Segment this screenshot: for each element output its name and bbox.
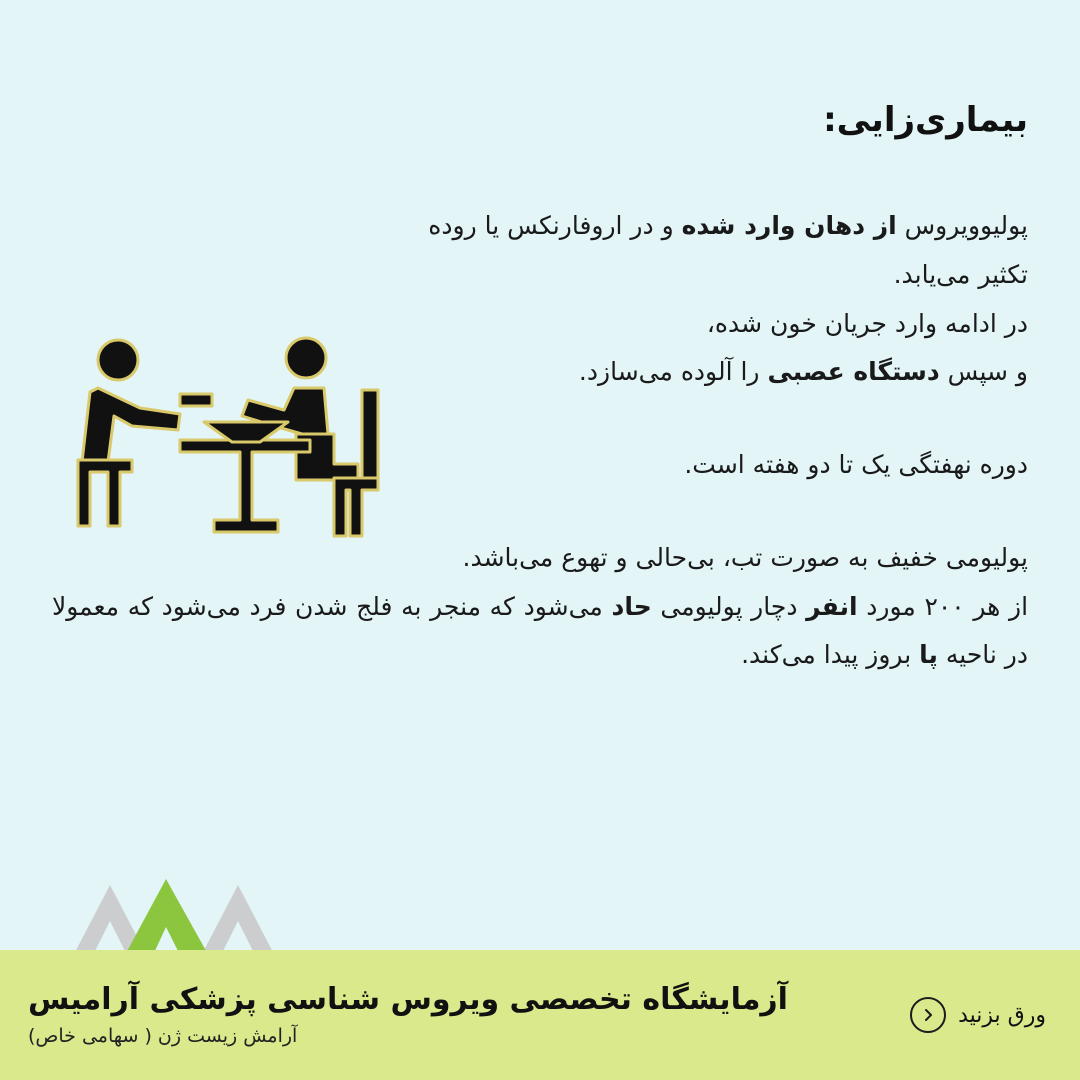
paragraph-1: [408, 202, 1028, 300]
next-page-label: ورق بزنید: [958, 1002, 1046, 1028]
paragraph-2: [408, 300, 1028, 349]
emphasis-text: دستگاه عصبی: [767, 357, 940, 387]
body-text: پولیومی خفیف به صورت تب، بی‌حالی و تهوع می‌باشد.: [462, 542, 1028, 572]
spacer-1: [408, 397, 1028, 441]
page-title: بیماری‌زایی:: [823, 100, 1028, 140]
chevron-left-circle-icon[interactable]: [910, 997, 946, 1033]
doctor-and-patient-at-table-pictogram: [62, 330, 392, 560]
body-text: از هر ۲۰۰ مورد: [857, 591, 1029, 621]
paragraph-3: [408, 348, 1028, 397]
body-text: را آلوده می‌سازد.: [578, 357, 768, 387]
body-text: و در اروفارنکس یا روده تکثیر می‌یابد.: [428, 211, 1028, 289]
emphasis-text: پا: [919, 640, 938, 670]
body-text: و سپس: [939, 357, 1028, 387]
body-text: می‌شود که منجر به فلج شدن فرد می‌شود که معمولا در ناحیه: [52, 591, 1028, 670]
brand-subtitle: آرامش زیست ژن ( سهامی خاص): [28, 1024, 298, 1047]
text-column-upper: [408, 202, 1028, 490]
body-text: پولیوویروس: [896, 211, 1028, 240]
brand-block: [28, 981, 788, 1048]
footer-bar: [0, 950, 1080, 1080]
emphasis-text: از دهان وارد شده: [681, 211, 897, 240]
emphasis-text: حاد: [611, 591, 652, 621]
paragraph-4: [408, 441, 1028, 490]
body-text: دوره نهفتگی یک تا دو هفته است.: [684, 450, 1028, 479]
body-text: دچار پولیومی: [651, 591, 807, 621]
brand-title: آزمایشگاه تخصصی ویروس شناسی پزشکی آرامیس: [28, 982, 788, 1018]
body-text: در ادامه وارد جریان خون شده،: [706, 308, 1028, 338]
paragraph-6: [52, 583, 1028, 681]
emphasis-text: انفر: [806, 591, 858, 621]
body-text: بروز پیدا می‌کند.: [741, 640, 920, 670]
next-page-control[interactable]: [910, 997, 1046, 1033]
